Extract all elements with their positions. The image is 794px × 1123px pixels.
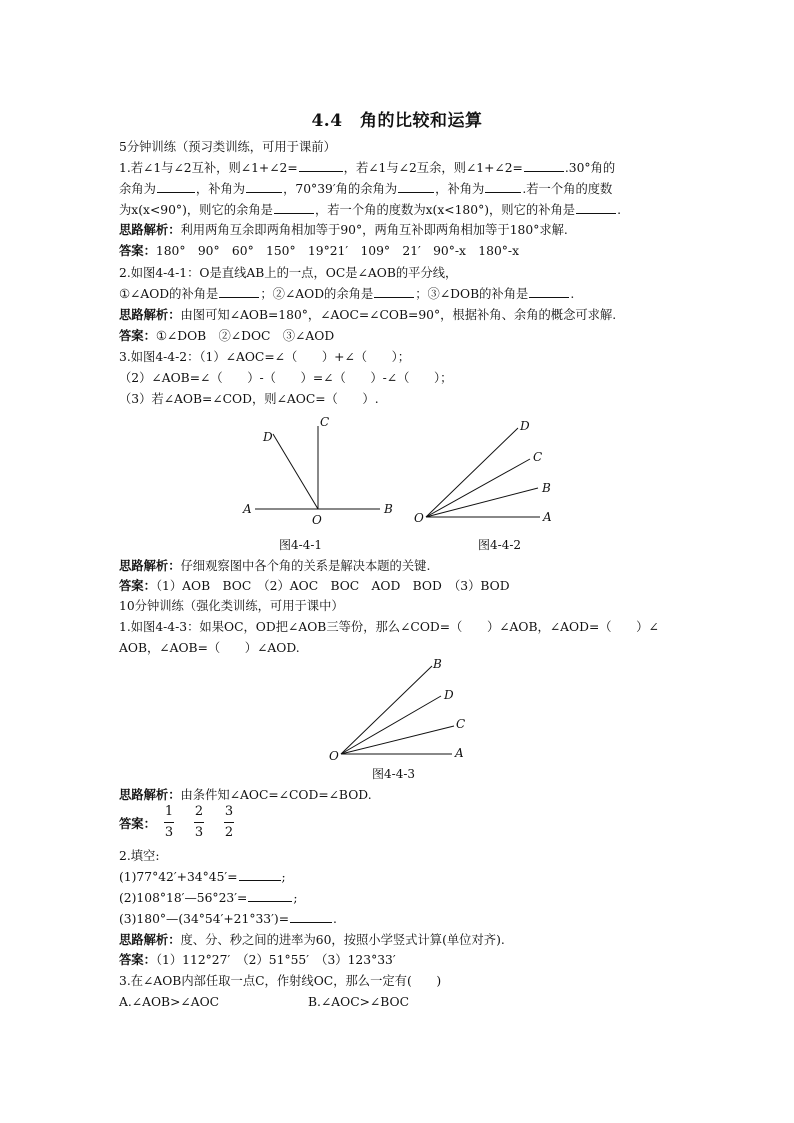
figure-4-4-1: [240, 412, 400, 532]
q2-line2: ①∠AOD的补角是 ；②∠AOD的余角是 ；③∠DOB的补角是 .: [119, 287, 575, 301]
answer-blank[interactable]: [529, 285, 569, 298]
answer-blank[interactable]: [239, 868, 281, 881]
q3-answer: 答案：（1）AOB BOC （2）AOC BOC AOD BOD （3）BOD: [119, 578, 510, 593]
answer-blank[interactable]: [485, 180, 521, 193]
q1-line2: 余角为 ，补角为 ，70°39′角的余角为 ，补角为 .若一个角的度数: [119, 182, 613, 196]
s2-q2-line2: (2)108°18′—56°23′= ;: [119, 891, 298, 905]
figure-4-4-3: [324, 656, 484, 768]
ray-oc: [341, 726, 454, 754]
label-d: D: [520, 419, 530, 433]
s2-q2-line3: (3)180°—(34°54′+21°33′)= .: [119, 912, 337, 926]
s2-q3-option-a[interactable]: A.∠AOB>∠AOC: [119, 995, 220, 1009]
s2-q1-line1: 1.如图4-4-3：如果OC，OD把∠AOB三等份，那么∠COD=（ ）∠AOB，∠AOD=（ ）∠: [119, 620, 659, 634]
label-c: C: [320, 415, 330, 429]
label-c: C: [533, 450, 543, 464]
q1-line3: 为x(x<90°)，则它的余角是 ，若一个角的度数为x(x<180°)，则它的补角是 .: [119, 203, 622, 217]
label-d: D: [263, 430, 273, 444]
s2-q2-answer: 答案：（1）112°27′ （2）51°55′ （3）123°33′: [119, 952, 396, 967]
section-header-10min: 10分钟训练（强化类训练，可用于课中）: [119, 599, 344, 613]
s2-q1-line2: AOB，∠AOB=（ ）∠AOD.: [119, 641, 300, 655]
answer-blank[interactable]: [248, 889, 292, 902]
answer-blank[interactable]: [374, 285, 414, 298]
answer-blank[interactable]: [398, 180, 434, 193]
page-title: 4.4 角的比较和运算: [311, 111, 483, 131]
answer-blank[interactable]: [274, 201, 314, 214]
answer-blank[interactable]: [524, 159, 564, 172]
answer-blank[interactable]: [246, 180, 282, 193]
figure-4-4-2: [410, 412, 570, 532]
s2-q2-line0: 2.填空:: [119, 849, 160, 863]
ray-ob: [341, 666, 432, 754]
label-a: A: [243, 502, 252, 516]
q2-line1: 2.如图4-4-1：O是直线AB上的一点，OC是∠AOB的平分线，: [119, 266, 458, 280]
q3-line2: （2）∠AOB=∠（ ）-（ ）=∠（ ）-∠（ ）；: [119, 371, 453, 385]
answer-blank[interactable]: [157, 180, 195, 193]
fraction: 3 2: [224, 804, 234, 840]
s2-q3-line1: 3.在∠AOB内部任取一点C，作射线OC，那么一定有( ): [119, 974, 442, 988]
answer-blank[interactable]: [219, 285, 259, 298]
label-o: O: [329, 749, 339, 763]
q3-line3: （3）若∠AOB=∠COD，则∠AOC=（ ）.: [119, 392, 379, 406]
answer-blank[interactable]: [299, 159, 343, 172]
q1-analysis: 思路解析：利用两角互余即两角相加等于90°，两角互补即两角相加等于180°求解.: [119, 222, 568, 237]
ray-od: [341, 696, 441, 754]
q1-line1: 1.若∠1与∠2互补，则∠1+∠2= ，若∠1与∠2互余，则∠1+∠2= .30°角的: [119, 161, 616, 175]
ray-od: [273, 434, 318, 509]
label-b: B: [542, 481, 551, 495]
s2-q1-answer-label: 答案：: [119, 816, 156, 831]
q2-answer: 答案：①∠DOB ②∠DOC ③∠AOD: [119, 328, 335, 343]
caption-figure-4-4-3: 图4-4-3: [372, 767, 416, 781]
s2-q1-analysis: 思路解析：由条件知∠AOC=∠COD=∠BOD.: [119, 787, 372, 802]
label-b: B: [433, 657, 442, 671]
fraction: 1 3: [164, 804, 174, 840]
label-a: A: [455, 746, 464, 760]
section-header-5min: 5分钟训练（预习类训练，可用于课前）: [119, 140, 336, 154]
label-o: O: [312, 513, 322, 527]
q3-line1: 3.如图4-4-2：（1）∠AOC=∠（ ）+∠（ ）；: [119, 350, 411, 364]
s2-q2-analysis: 思路解析：度、分、秒之间的进率为60，按照小学竖式计算(单位对齐).: [119, 932, 505, 947]
q1-answer: 答案：180° 90° 60° 150° 19°21′ 109° 21′ 90°-x 180°-x: [119, 243, 520, 258]
ray-oc: [426, 459, 530, 517]
answer-blank[interactable]: [576, 201, 616, 214]
q3-analysis: 思路解析：仔细观察图中各个角的关系是解决本题的关键.: [119, 558, 431, 573]
s2-q3-option-b[interactable]: B.∠AOC>∠BOC: [308, 995, 409, 1009]
label-d: D: [444, 688, 454, 702]
label-a: A: [543, 510, 552, 524]
label-o: O: [414, 511, 424, 525]
ray-ob: [426, 488, 538, 517]
q2-analysis: 思路解析：由图可知∠AOB=180°，∠AOC=∠COB=90°，根据补角、余角的概念可求解.: [119, 307, 617, 322]
caption-figure-4-4-1: 图4-4-1: [279, 538, 323, 552]
label-b: B: [384, 502, 393, 516]
fraction: 2 3: [194, 804, 204, 840]
ray-od: [426, 428, 518, 517]
caption-figure-4-4-2: 图4-4-2: [478, 538, 522, 552]
answer-blank[interactable]: [290, 910, 332, 923]
s2-q2-line1: (1)77°42′+34°45′= ;: [119, 870, 286, 884]
label-c: C: [456, 717, 466, 731]
